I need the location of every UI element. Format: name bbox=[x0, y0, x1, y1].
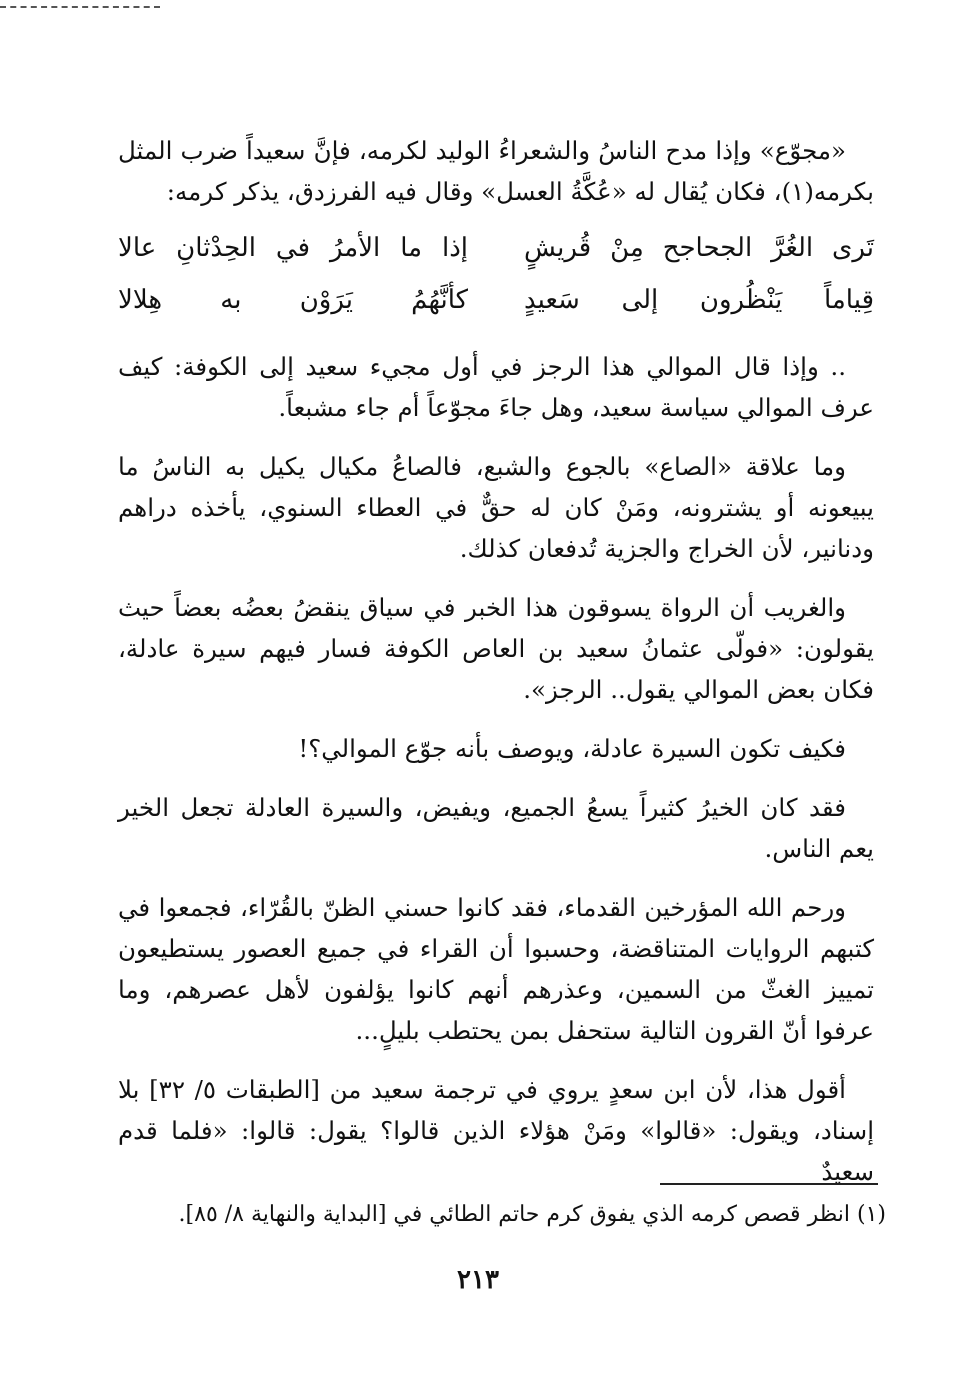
footnote: (١) انظر قصص كرمه الذي يفوق كرم حاتم الطائي في [البداية والنهاية ٨/ ٨٥]. bbox=[178, 1202, 886, 1227]
poem-line-1 bbox=[118, 222, 874, 274]
page-number: ٢١٣ bbox=[457, 1265, 499, 1295]
paragraph-7: ورحم الله المؤرخين القدماء، فقد كانوا حسني الظنّ بالقُرّاء، فجمعوا في كتبهم الروايات المتناقضة، وحسبوا أن القراء في جميع العصور يستطيعون تمييز الغثّ من السمين، وعذرهم أنهم كانوا يؤلفون لأهل عصرهم، وما عرفوا أنّ القرون التالية ستحفل بمن يحتطب بليلٍ... bbox=[118, 893, 874, 1045]
paragraph-3: وما علاقة «الصاع» بالجوع والشبع، فالصاعُ مكيال يكيل به الناسُ ما يبيعونه أو يشترونه، ومَنْ كان له حقٌّ في العطاء السنوي، يأخذه دراهم ودنانير، لأن الخراج والجزية تُدفعان كذلك. bbox=[118, 452, 874, 563]
paragraph-2: .. وإذا قال الموالي هذا الرجز في أول مجيء سعيد إلى الكوفة: كيف عرف الموالي سياسة سعيد، وهل جاءَ مجوّعاً أم جاء مشبعاً. bbox=[118, 352, 874, 422]
poem bbox=[118, 222, 874, 326]
paragraph-4: والغريب أن الرواة يسوقون هذا الخبر في سياق ينقضُ بعضُه بعضاً حيث يقولون: «فولّى عثمانُ سعيد بن العاص الكوفة فسار فيهم سيرة عادلة، فكان بعض الموالي يقول.. الرجز». bbox=[118, 593, 874, 704]
page-body bbox=[118, 130, 874, 1210]
poem-line-1-first-hemistich: تَرى الغُرَّ الجحاجح مِنْ قُريشٍ bbox=[524, 233, 874, 263]
footnote-separator bbox=[660, 1183, 878, 1185]
poem-line-2 bbox=[118, 274, 874, 326]
paragraph-6: فقد كان الخيرُ كثيراً يسعُ الجميع، ويفيض، والسيرة العادلة تجعل الخير يعم الناس. bbox=[118, 793, 874, 863]
poem-line-2-second-hemistich: كأنَّهُمُ يَرَوْن به هِلالا bbox=[118, 285, 468, 315]
poem-line-1-second-hemistich: إذا ما الأمرُ في الحِدْثانِ عالا bbox=[118, 233, 468, 263]
poem-line-2-first-hemistich: قِياماً يَنْظُرون إلى سَعيدٍ bbox=[524, 285, 874, 315]
paragraph-5: فكيف تكون السيرة عادلة، ويوصف بأنه جوّع الموالي؟! bbox=[298, 734, 846, 763]
paragraph-1: «مجوّع» وإذا مدح الناسُ والشعراءُ الوليد لكرمه، فإنَّ سعيداً ضرب المثل بكرمه(١)، فكان يُقال له «عُكَّةُ العسل» وقال فيه الفرزدق، يذكر كرمه: bbox=[118, 136, 874, 206]
paragraph-8: أقول هذا، لأن ابن سعدٍ يروي في ترجمة سعيد من [الطبقات ٥/ ٣٢] بلا إسناد، ويقول: «قالوا» ومَنْ هؤلاء الذين قالوا؟ يقول: قالوا: «فلما قدم سعيدٌ bbox=[118, 1075, 874, 1186]
top-dashed-rule bbox=[0, 6, 160, 12]
